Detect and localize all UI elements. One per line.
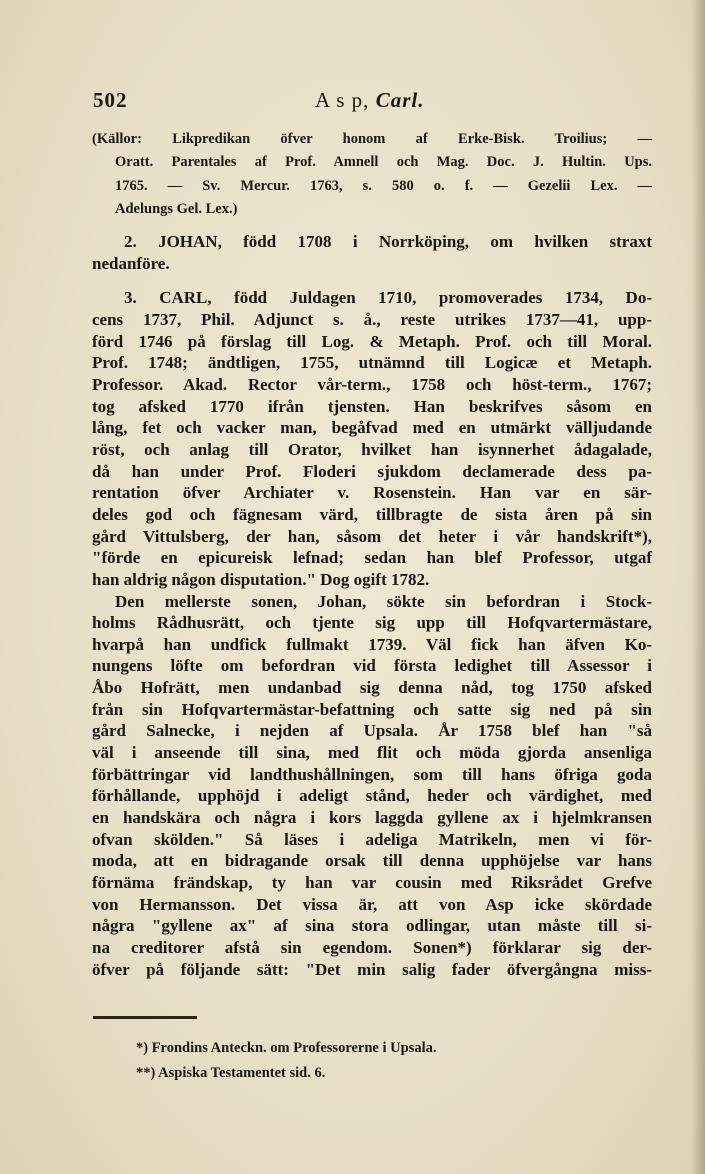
son-line: holms Rådhusrätt, och tjente sig upp till Hofqvartermästare, (92, 613, 652, 633)
son-line: en handskära och några i kors laggda gyllene ax i hjelmkransen (92, 808, 652, 828)
page-number: 502 (93, 88, 128, 112)
carl-line: tog afsked 1770 ifrån tjensten. Han beskrifves såsom en (92, 396, 652, 416)
johan-line: 2. JOHAN, född 1708 i Norrköping, om hvilken straxt (124, 232, 652, 251)
son-line: från sin Hofqvartermästar-befattning och satte sig ned på sin (92, 699, 652, 719)
carl-line: "förde en epicureisk lefnad; sedan han blef Professor, utgaf (92, 548, 652, 568)
running-head-prefix: A s p, (315, 88, 370, 112)
son-line: ofvan skölden." Så läses i adeliga Matrikeln, men vi för- (92, 829, 652, 849)
sources-paragraph (92, 128, 652, 221)
main-text (92, 231, 652, 980)
sources-line: Oratt. Parentales af Prof. Amnell och Mag. Doc. J. Hultin. Ups. (115, 154, 652, 171)
carl-line: röst, och anlag till Orator, hvilket han isynnerhet ådagalade, (92, 439, 652, 459)
son-line: förnäma frändskap, ty han var cousin med Riksrådet Grefve (92, 873, 652, 893)
carl-line: 3. CARL, född Juldagen 1710, promoverades 1734, Do- (124, 288, 652, 308)
son-line: förbättringar vid landthushållningen, som till hans öfriga goda (92, 764, 652, 784)
footnotes (92, 1036, 652, 1086)
son-line: gård Salnecke, i nejden af Upsala. År 1758 blef han "så (92, 721, 652, 741)
son-line: öfver på följande sätt: "Det min salig fader öfvergångna miss- (92, 959, 652, 979)
son-line: några "gyllene ax" af sina stora odlingar, utan måste till si- (92, 916, 652, 936)
page-header (93, 88, 653, 114)
carl-line: cens 1737, Phil. Adjunct s. å., reste utrikes 1737—41, upp- (92, 309, 652, 329)
carl-line: förd 1746 på förslag till Log. & Metaph. Prof. och till Moral. (92, 331, 652, 351)
carl-line: Prof. 1748; ändtligen, 1755, utnämnd till Logicæ et Metaph. (92, 353, 652, 373)
johan-line: nedanföre. (92, 253, 170, 273)
carl-line: han aldrig någon disputation." Dog ogift 1782. (92, 569, 430, 589)
carl-line: rentation öfver Archiater v. Rosenstein. Han var en sär- (92, 483, 652, 503)
son-line: Den mellerste sonen, Johan, sökte sin befordran i Stock- (115, 591, 652, 611)
son-line: förhållande, upphöjd i adeligt stånd, heder och värdighet, med (92, 786, 652, 806)
carl-line: lång, fet och vacker man, begåfvad med en utmärkt välljudande (92, 418, 652, 438)
son-line: von Hermansson. Det vissa är, att von Asp icke skördade (92, 894, 652, 914)
sources-line: 1765. — Sv. Mercur. 1763, s. 580 o. f. — Gezelii Lex. — (115, 177, 652, 194)
running-head-name: Carl. (375, 88, 425, 112)
son-line: väl i anseende till sina, med flit och möda gjorda ansenliga (92, 743, 652, 763)
sources-line: (Källor: Likpredikan öfver honom af Erke-Bisk. Troilius; — (92, 131, 652, 147)
son-line: na creditorer afstå sin egendom. Sonen*) förklarar sig der- (92, 938, 652, 957)
page-edge-shadow (691, 0, 705, 1174)
footnote: **) Aspiska Testamentet sid. 6. (136, 1065, 326, 1081)
carl-line: deles god och fägnesam värd, tillbragte de sista åren på sin (92, 504, 652, 524)
son-line: hvarpå han undfick fullmakt 1739. Väl fick han äfven Ko- (92, 634, 652, 654)
son-line: nungens löfte om befordran vid första ledighet till Assessor i (92, 656, 652, 676)
paragraph-gap (92, 274, 652, 287)
running-head (315, 88, 424, 113)
son-line: moda, att en bidragande orsak till denna upphöjelse var hans (92, 851, 652, 871)
sources-line: Adelungs Gel. Lex.) (115, 200, 238, 217)
son-line: Åbo Hofrätt, men undanbad sig denna nåd, tog 1750 afsked (92, 678, 652, 698)
carl-line: gård Vittulsberg, der han, såsom det heter i vår handskrift*), (92, 526, 652, 546)
footnote-rule (93, 1016, 197, 1019)
carl-line: Professor. Akad. Rector vår-term., 1758 och höst-term., 1767; (92, 374, 652, 394)
carl-line: då han under Prof. Floderi sjukdom declamerade dess pa- (92, 461, 652, 481)
footnote: *) Frondins Anteckn. om Professorerne i Upsala. (136, 1040, 437, 1056)
